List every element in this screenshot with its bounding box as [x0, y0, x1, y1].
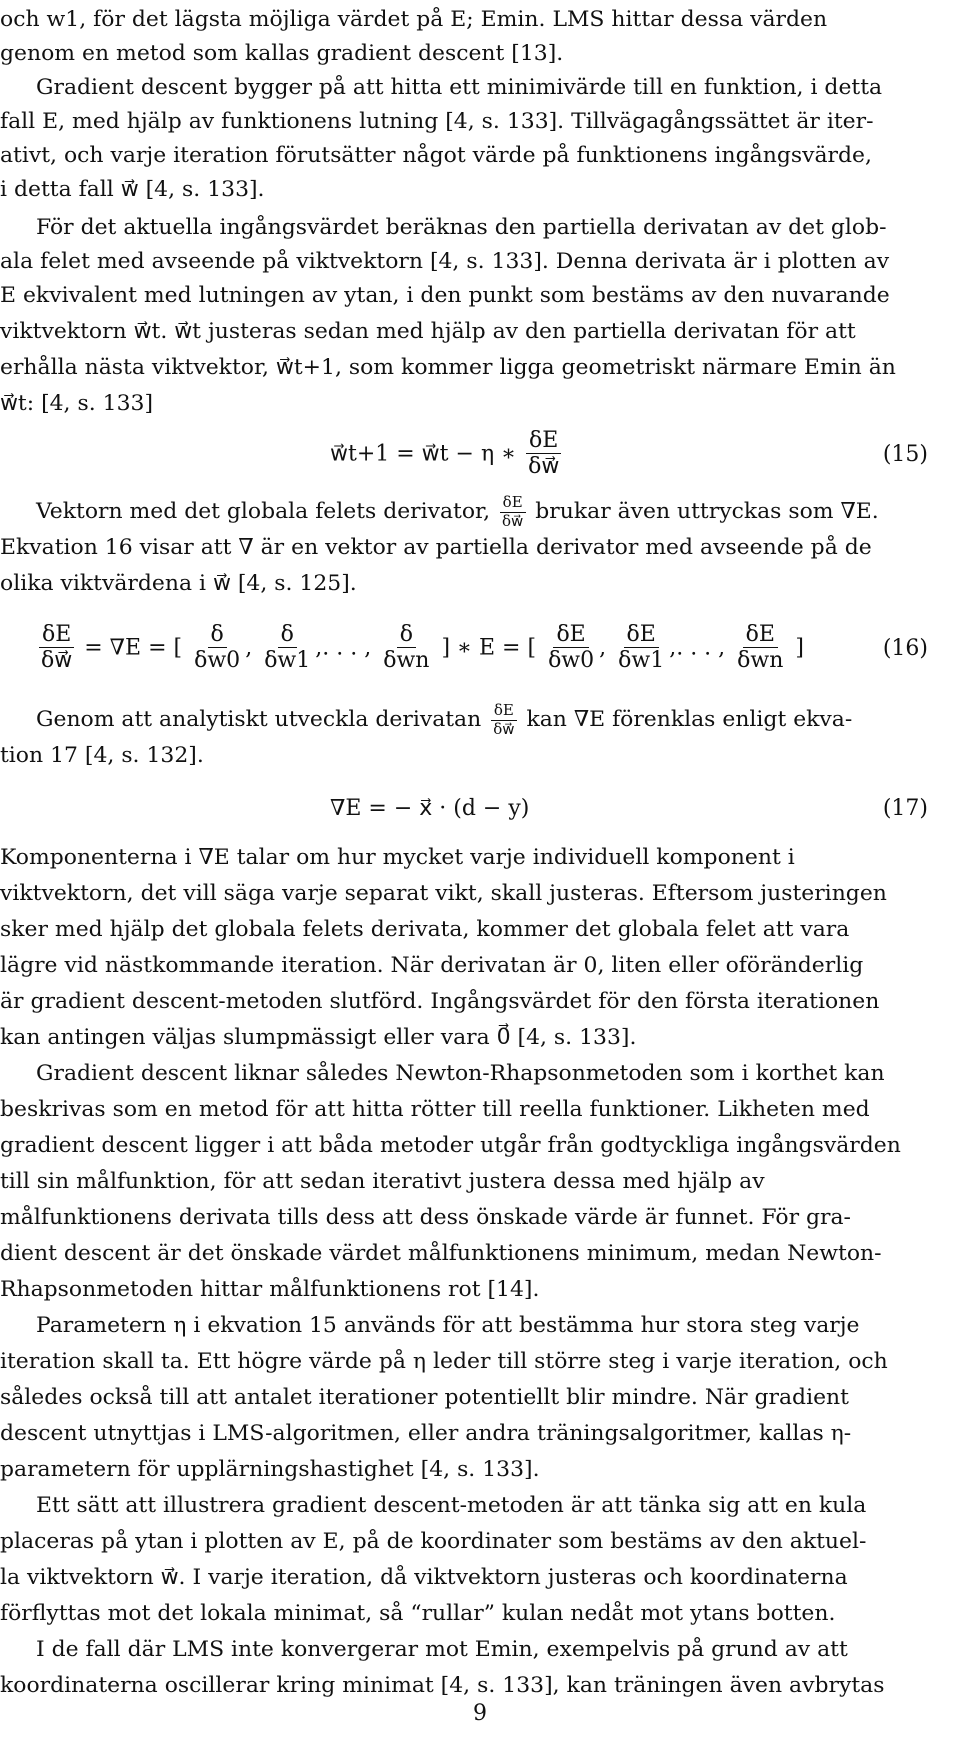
text-line: fall E, med hjälp av funktionens lutning [4, s. 133]. Tillvägagångssättet är iter-	[0, 109, 874, 134]
equation-number: (17)	[882, 796, 928, 821]
fraction-numerator: δE	[743, 622, 778, 648]
inline-fraction	[499, 494, 526, 530]
text-line: till sin målfunktion, för att sedan iterativt justera dessa med hjälp av	[0, 1169, 765, 1194]
inline-fraction	[490, 702, 517, 738]
text-line: tion 17 [4, s. 132].	[0, 743, 204, 768]
fraction-numerator: δE	[526, 428, 561, 454]
text-line: förflyttas mot det lokala minimat, så “rullar” kulan nedåt mot ytans botten.	[0, 1601, 836, 1626]
equation-fraction	[525, 428, 562, 480]
fraction-denominator: δw1	[618, 648, 665, 674]
text-line	[36, 702, 960, 738]
text-line: Parametern η i ekvation 15 används för att bestämma hur stora steg varje	[36, 1313, 860, 1338]
equation-operator: = ∇E = [	[84, 635, 183, 661]
text-line: descent utnyttjas i LMS-algoritmen, eller andra träningsalgoritmer, kallas η-	[0, 1421, 852, 1446]
equation-bracket: ]	[795, 635, 805, 661]
text-line: lägre vid nästkommande iteration. När derivatan är 0, liten eller oföränderlig	[0, 953, 864, 978]
text-segment: Vektorn med det globala felets derivator,	[36, 499, 491, 524]
fraction-numerator: δE	[39, 622, 74, 648]
equation-operator: ] ∗ E = [	[441, 635, 537, 661]
text-line: iteration skall ta. Ett högre värde på η leder till större steg i varje iteration, och	[0, 1349, 888, 1374]
fraction-denominator: δw⃗	[493, 719, 515, 738]
fraction-denominator: δw0	[548, 648, 595, 674]
text-line: olika viktvärdena i w⃗ [4, s. 125].	[0, 571, 357, 596]
equation-ellipsis: ,. . . ,	[315, 635, 372, 661]
text-segment: kan ∇E förenklas enligt ekva-	[526, 707, 853, 732]
text-line: I de fall där LMS inte konvergerar mot Emin, exempelvis på grund av att	[36, 1637, 848, 1662]
text-line: viktvektorn, det vill säga varje separat vikt, skall justeras. Eftersom justeringen	[0, 881, 887, 906]
equation-lhs: w⃗t+1 = w⃗t − η ∗	[330, 441, 517, 467]
text-line: Ett sätt att illustrera gradient descent-metoden är att tänka sig att en kula	[36, 1493, 867, 1518]
text-line: ala felet med avseende på viktvektorn [4, s. 133]. Denna derivata är i plotten av	[0, 249, 890, 274]
equation-ellipsis: ,. . . ,	[669, 635, 726, 661]
text-line: således också till att antalet iterationer potentiellt blir mindre. När gradient	[0, 1385, 849, 1410]
text-line: E ekvivalent med lutningen av ytan, i den punkt som bestäms av den nuvarande	[0, 283, 890, 308]
text-line: Gradient descent bygger på att hitta ett minimivärde till en funktion, i detta	[36, 75, 883, 100]
text-line: och w1, för det lägsta möjliga värdet på E; Emin. LMS hittar dessa värden	[0, 7, 828, 32]
text-line: Komponenterna i ∇E talar om hur mycket varje individuell komponent i	[0, 845, 795, 870]
equation-number: (15)	[882, 442, 928, 467]
text-line: beskrivas som en metod för att hitta rötter till reella funktioner. Likheten med	[0, 1097, 870, 1122]
fraction-denominator: δw1	[264, 648, 311, 674]
text-line: placeras på ytan i plotten av E, på de koordinater som bestäms av den aktuel-	[0, 1529, 867, 1554]
equation-16: $\frac{\delta E}{\delta w⃗}$ = ∇E = [ $\frac{\delta}{\delta w0}$ , $\frac{\delta}{\delta w1}$ ,. . . , $\frac{\delta}{\text{δwn}}$ ] ∗ E = [ $\frac{\delta E}{\delta w0}$ , $\frac{\delta E}{\delta w1}$ ,. . . , $\frac{\delta E}{\text{δwn}}$ ] (16)	[0, 612, 960, 692]
page-number: 9	[473, 1701, 487, 1726]
fraction-numerator: δ	[278, 622, 297, 648]
text-segment: brukar även uttryckas som ∇E.	[535, 499, 879, 524]
fraction-denominator: δw⃗	[528, 454, 560, 480]
text-line: För det aktuella ingångsvärdet beräknas den partiella derivatan av det glob-	[36, 215, 887, 240]
fraction-numerator: δ	[397, 622, 416, 648]
text-segment: Genom att analytiskt utveckla derivatan	[36, 707, 482, 732]
fraction-denominator: δw⃗	[502, 511, 524, 530]
fraction-denominator: δw⃗	[41, 648, 73, 674]
fraction-denominator: δwn	[737, 648, 784, 674]
equation-body: ∇E = − x⃗ · (d − y)	[330, 796, 530, 821]
fraction-numerator: δE	[624, 622, 659, 648]
text-line: w⃗t: [4, s. 133]	[0, 391, 154, 416]
text-line: viktvektorn w⃗t. w⃗t justeras sedan med hjälp av den partiella derivatan för att	[0, 319, 856, 344]
fraction-numerator: δE	[500, 494, 526, 512]
text-line: Rhapsonmetoden hittar målfunktionens rot [14].	[0, 1277, 540, 1302]
text-line: är gradient descent-metoden slutförd. Ingångsvärdet för den första iterationen	[0, 989, 880, 1014]
fraction-numerator: δE	[553, 622, 588, 648]
text-line: genom en metod som kallas gradient descent [13].	[0, 41, 564, 66]
text-line: Gradient descent liknar således Newton-Rhapsonmetoden som i korthet kan	[36, 1061, 885, 1086]
fraction-numerator: δ	[208, 622, 227, 648]
text-line: målfunktionens derivata tills dess att dess önskade värde är funnet. För gra-	[0, 1205, 851, 1230]
text-line: dient descent är det önskade värdet målfunktionens minimum, medan Newton-	[0, 1241, 882, 1266]
fraction-numerator: δE	[491, 702, 517, 720]
equation-17	[0, 792, 960, 836]
text-line: sker med hjälp det globala felets derivata, kommer det globala felet att vara	[0, 917, 850, 942]
equation-number: (16)	[882, 636, 928, 661]
equation-15	[0, 420, 960, 490]
text-line: koordinaterna oscillerar kring minimat [4, s. 133], kan träningen även avbrytas	[0, 1673, 885, 1698]
fraction-denominator: δw0	[194, 648, 241, 674]
text-line: i detta fall w⃗ [4, s. 133].	[0, 177, 265, 202]
text-line: kan antingen väljas slumpmässigt eller vara 0⃗ [4, s. 133].	[0, 1025, 637, 1050]
text-line: Ekvation 16 visar att ∇ är en vektor av partiella derivator med avseende på de	[0, 535, 872, 560]
fraction-denominator: δwn	[383, 648, 430, 674]
text-line: parametern för upplärningshastighet [4, s. 133].	[0, 1457, 540, 1482]
text-line: gradient descent ligger i att båda metoder utgår från godtyckliga ingångsvärden	[0, 1133, 901, 1158]
text-line: ativt, och varje iteration förutsätter något värde på funktionens ingångsvärde,	[0, 143, 872, 168]
text-line: erhålla nästa viktvektor, w⃗t+1, som kommer ligga geometriskt närmare Emin än	[0, 355, 896, 380]
text-line: la viktvektorn w⃗. I varje iteration, då viktvektorn justeras och koordinaterna	[0, 1565, 848, 1590]
text-line	[36, 494, 960, 530]
